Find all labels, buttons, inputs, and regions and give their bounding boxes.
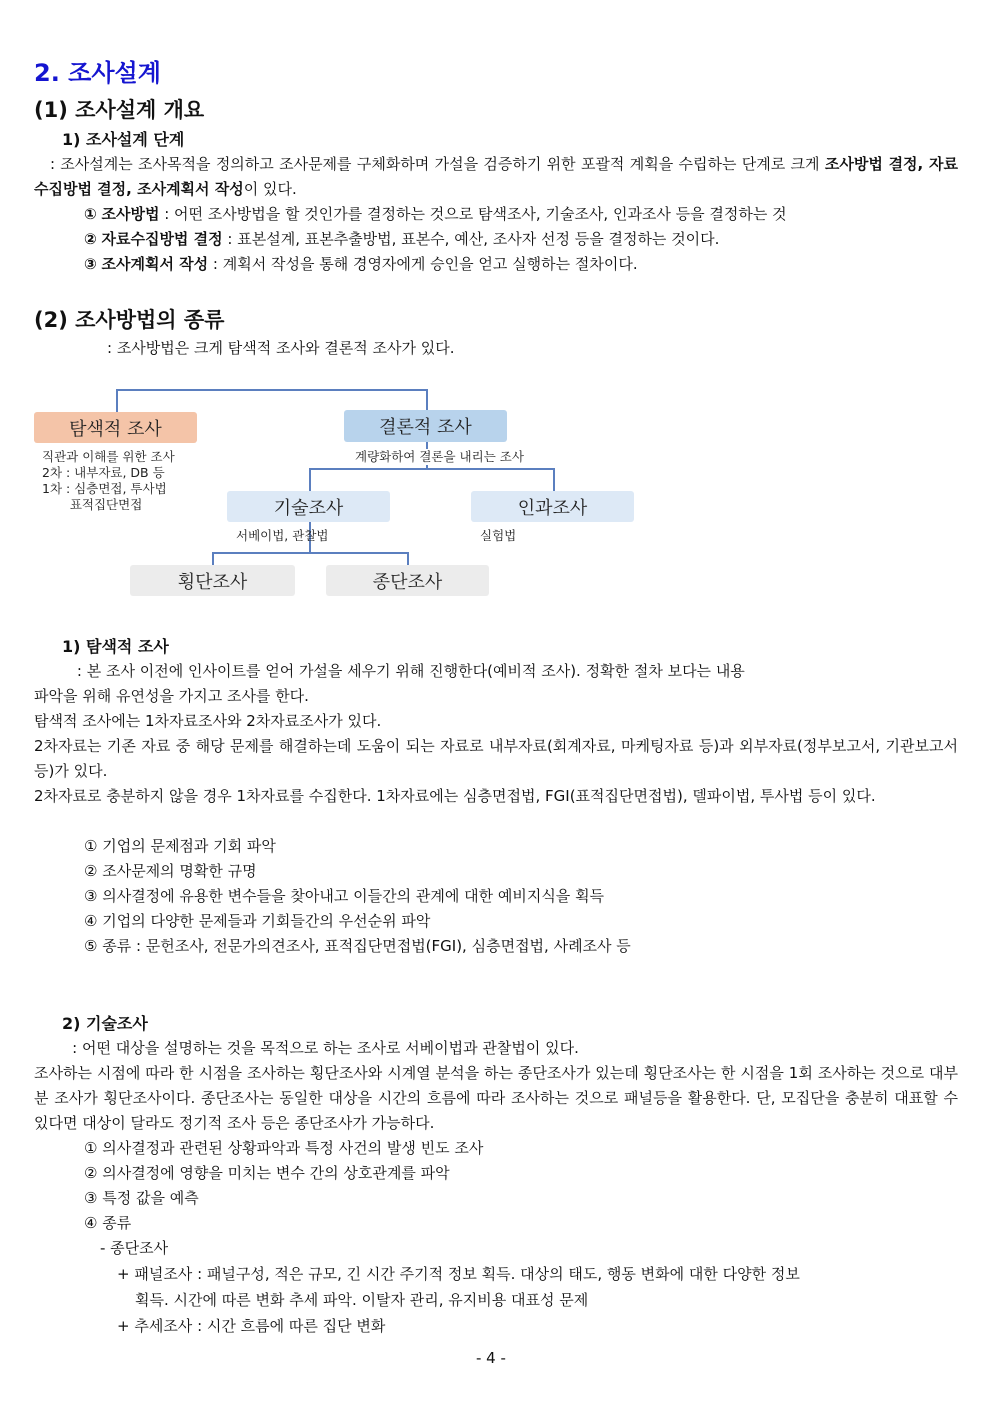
subsection-title-overview: (1) 조사설계 개요: [34, 98, 205, 122]
design-item-3: ③ 조사계획서 작성 : 계획서 작성을 통해 경영자에게 승인을 얻고 실행하는 절차이다.: [84, 255, 638, 273]
node-conclusive: 결론적 조사: [344, 410, 507, 442]
exploratory-item-3: ③ 의사결정에 유용한 변수들을 찾아내고 이들간의 관계에 대한 예비지식을 획득: [84, 887, 605, 905]
exploratory-p3: 2차자료는 기존 자료 중 해당 문제를 해결하는데 도움이 되는 자료로 내부자료(회계자료, 마케팅자료 등)과 외부자료(정부보고서, 기관보고서 등)가 있다.: [34, 737, 958, 780]
descriptive-p1: : 어떤 대상을 설명하는 것을 목적으로 하는 조사로 서베이법과 관찰법이 있다.: [34, 1039, 579, 1057]
node-causal: 인과조사: [471, 491, 634, 522]
panel-survey-item-cont: 획득. 시간에 따른 변화 추세 파악. 이탈자 관리, 유지비용 대표성 문제: [135, 1291, 589, 1309]
sub-heading-exploratory: 1) 탐색적 조사: [62, 637, 169, 656]
exploratory-item-1: ① 기업의 문제점과 기회 파악: [84, 837, 276, 855]
design-intro-paragraph: : 조사설계는 조사목적을 정의하고 조사문제를 구체화하며 가설을 검증하기 위한 포괄적 계획을 수립하는 단계로 크게 조사방법 결정, 자료수집방법 결정, 조사계획서 작성이 있다.: [34, 155, 958, 198]
exploratory-item-2: ② 조사문제의 명확한 규명: [84, 862, 257, 880]
exploratory-p2: 탐색적 조사에는 1차자료조사와 2차자료조사가 있다.: [34, 712, 382, 730]
node-longitudinal: 종단조사: [326, 565, 489, 596]
connector-top: [116, 389, 427, 391]
exploratory-p1: : 본 조사 이전에 인사이트를 얻어 가설을 세우기 위해 진행한다(예비적 조사). 정확한 절차 보다는 내용: [34, 662, 745, 680]
node-exploratory: 탐색적 조사: [34, 412, 197, 443]
sub-heading-descriptive: 2) 기술조사: [62, 1014, 148, 1033]
descriptive-item-4: ④ 종류: [84, 1214, 132, 1232]
page-number: - 4 -: [476, 1349, 506, 1367]
design-item-2: ② 자료수집방법 결정 : 표본설계, 표본추출방법, 표본수, 예산, 조사자 선정 등을 결정하는 것이다.: [84, 230, 720, 248]
connector-mid: [309, 468, 554, 470]
connector-longitudinal: [407, 552, 409, 566]
connector-bottom: [212, 552, 408, 554]
connector-causal: [553, 468, 555, 493]
conclusive-note: 계량화하여 결론을 내리는 조사: [355, 449, 524, 464]
connector-descriptive: [309, 468, 311, 493]
methods-intro: : 조사방법은 크게 탐색적 조사와 결론적 조사가 있다.: [107, 339, 455, 357]
connector-exploratory: [116, 389, 118, 413]
longitudinal-dash-item: - 종단조사: [100, 1239, 169, 1257]
descriptive-item-3: ③ 특정 값을 예측: [84, 1189, 199, 1207]
panel-survey-item: + 패널조사 : 패널구성, 적은 규모, 긴 시간 주기적 정보 획득. 대상의 태도, 행동 변화에 대한 다양한 정보: [117, 1265, 800, 1283]
descriptive-note: 서베이법, 관찰법: [236, 528, 329, 543]
node-cross-sectional: 횡단조사: [130, 565, 295, 596]
descriptive-item-2: ② 의사결정에 영향을 미치는 변수 간의 상호관계를 파악: [84, 1164, 450, 1182]
connector-cross: [212, 552, 214, 566]
section-title: 2. 조사설계: [34, 59, 161, 87]
descriptive-p2: 조사하는 시점에 따라 한 시점을 조사하는 횡단조사와 시계열 분석을 하는 종단조사가 있는데 횡단조사는 한 시점을 1회 조사하는 것으로 대부분 조사가 횡단조사이다. 종단조사는 동일한 대상을 시간의 흐름에 따라 조사하는 것으로 패널등을 활용한다. 단, 모집단을 충분히 대표할 수 있다면 대상이 달라도 정기적 조사 등은 종단조사가 가능하다.: [34, 1064, 958, 1132]
exploratory-p1b: 파악을 위해 유연성을 가지고 조사를 한다.: [34, 687, 309, 705]
exploratory-p4: 2차자료로 충분하지 않을 경우 1차자료를 수집한다. 1차자료에는 심층면접법, FGI(표적집단면접법), 델파이법, 투사법 등이 있다.: [34, 787, 876, 805]
exploratory-item-4: ④ 기업의 다양한 문제들과 기회들간의 우선순위 파악: [84, 912, 431, 930]
design-item-1: ① 조사방법 : 어떤 조사방법을 할 것인가를 결정하는 것으로 탐색조사, 기술조사, 인과조사 등을 결정하는 것: [84, 205, 787, 223]
trend-survey-item: + 추세조사 : 시간 흐름에 따른 집단 변화: [117, 1317, 386, 1335]
subsection-title-methods: (2) 조사방법의 종류: [34, 308, 225, 332]
exploratory-notes: 직관과 이해를 위한 조사 2차 : 내부자료, DB 등 1차 : 심층면접, 투사법 표적집단면접: [42, 449, 175, 512]
exploratory-item-5: ⑤ 종류 : 문헌조사, 전문가의견조사, 표적집단면접법(FGI), 심층면접법, 사례조사 등: [84, 937, 631, 955]
node-descriptive: 기술조사: [227, 491, 390, 522]
descriptive-item-1: ① 의사결정과 관련된 상황파악과 특정 사건의 발생 빈도 조사: [84, 1139, 484, 1157]
causal-note: 실험법: [480, 528, 517, 543]
sub-heading-design-steps: 1) 조사설계 단계: [62, 130, 185, 149]
